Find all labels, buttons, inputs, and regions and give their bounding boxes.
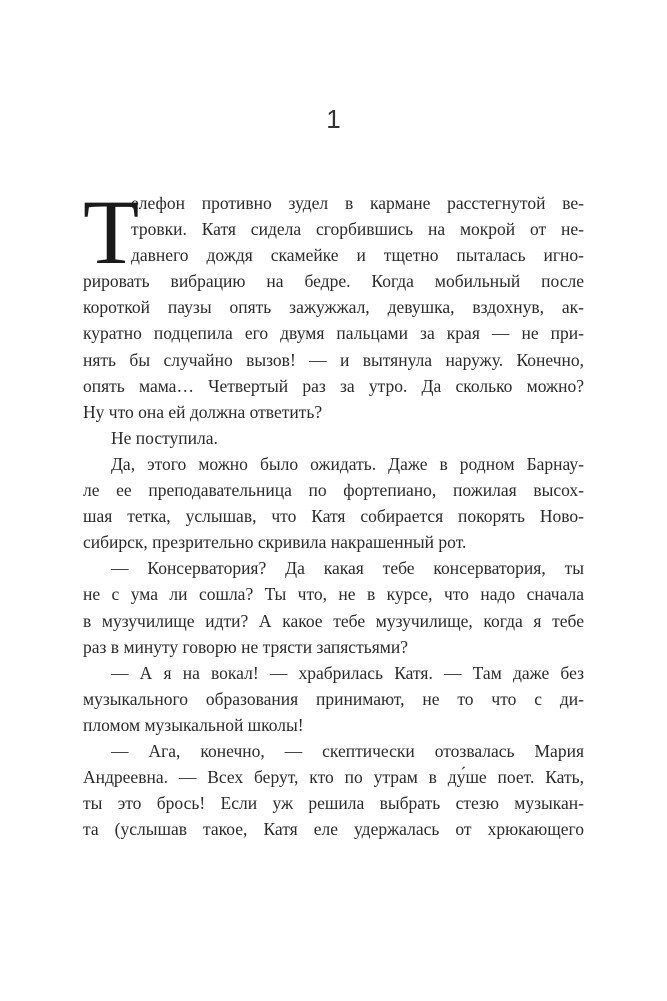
text-line: давнего дождя скамейке и тщетно пыталась игно- — [131, 245, 584, 266]
text-line: опять мама… Четвертый раз за утро. Да сколько можно? — [83, 375, 584, 396]
text-line: не с ума ли сошла? Ты что, не в курсе, что надо сначала — [83, 584, 584, 605]
text-line: — Ага, конечно, — скептически отозвалась Мария — [111, 740, 584, 761]
text-line: короткой паузы опять зажужжал, девушка, вздохнув, ак- — [83, 297, 584, 318]
text-line: Да, этого можно было ожидать. Даже в родном Барнау- — [111, 453, 584, 474]
text-line: сибирск, презрительно скривила накрашенный рот. — [83, 532, 467, 553]
text-line: Ну что она ей должна ответить? — [83, 401, 323, 422]
text-line: нять бы случайно вызов! — и вытянула наружу. Конечно, — [83, 349, 584, 370]
text-line: пломом музыкальной школы! — [83, 714, 304, 735]
chapter-number: 1 — [326, 104, 341, 134]
text-line: Не поступила. — [111, 427, 218, 448]
text-line: ты это брось! Если уж решила выбрать стезю музыкан- — [83, 793, 584, 814]
text-line: елефон противно зудел в кармане расстегнутой ве- — [131, 193, 584, 213]
text-line: в музучилище идти? А какое тебе музучилище, когда я тебе — [83, 610, 584, 631]
text-line: — А я на вокал! — храбрилась Катя. — Там даже без — [111, 662, 584, 683]
text-line: раз в минуту говорю не трясти запястьями? — [83, 636, 408, 657]
drop-cap: Т — [83, 181, 140, 283]
text-line: ле ее преподавательница по фортепиано, пожилая высох- — [83, 480, 584, 501]
text-line: тровки. Катя сидела сгорбившись на мокрой от не- — [131, 219, 584, 240]
body-text — [83, 181, 584, 842]
text-line: музыкального образования принимают, не то что с ди- — [83, 688, 584, 709]
text-line: — Консерватория? Да какая тебе консерватория, ты — [111, 558, 584, 579]
text-line: шая тетка, услышав, что Катя собирается покорять Ново- — [83, 506, 584, 527]
text-line: та (услышав такое, Катя еле удержалась от хрюкающего — [83, 819, 584, 840]
text-line: Андреевна. — Всех берут, кто по утрам в ду́ше поет. Кать, — [83, 767, 584, 788]
text-line: рировать вибрацию на бедре. Когда мобильный после — [83, 271, 584, 292]
text-line: куратно подцепила его двумя пальцами за края — не при- — [83, 323, 584, 344]
